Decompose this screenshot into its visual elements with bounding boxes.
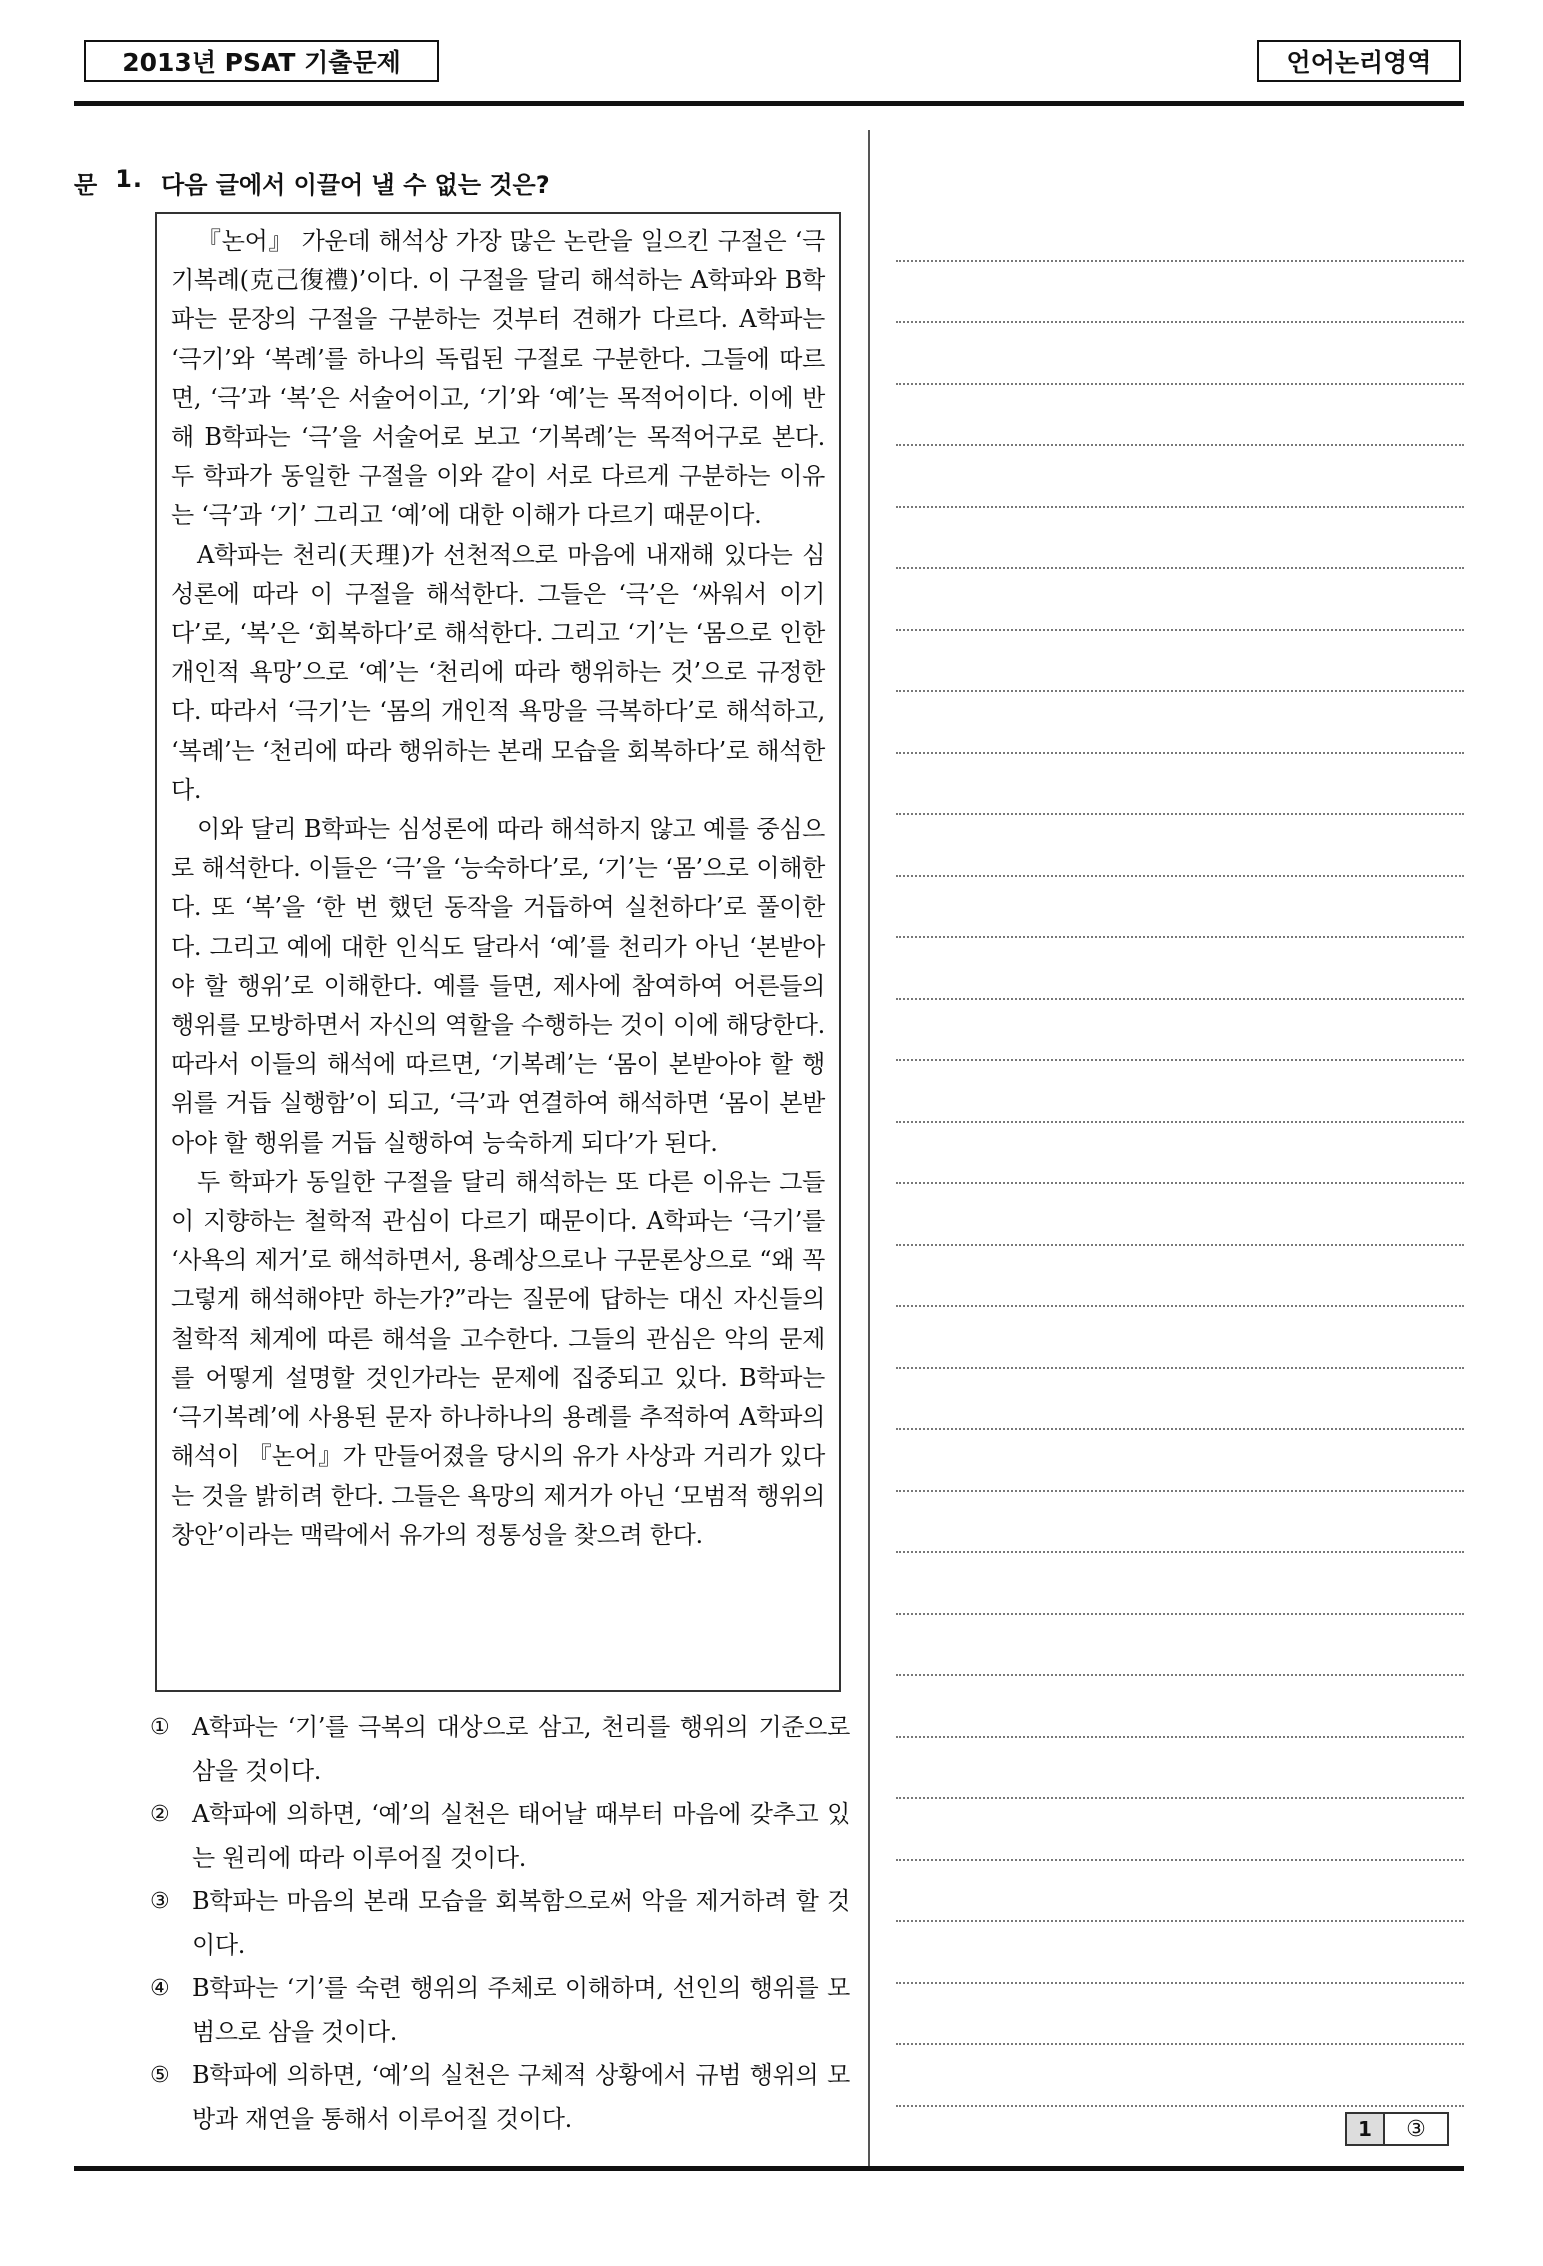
- passage-paragraph: 이와 달리 B학파는 심성론에 따라 해석하지 않고 예를 중심으로 해석한다. 이들은 ‘극’을 ‘능숙하다’로, ‘기’는 ‘몸’으로 이해한다. 또 ‘복’을 ‘한 번 했던 동작을 거듭하여 실천하다’로 풀이한다. 그리고 예에 대한 인식도 달라서 ‘예’를 천리가 아닌 ‘본받아야 할 행위’로 이해한다. 예를 들면, 제사에 참여하여 어른들의 행위를 모방하면서 자신의 역할을 수행하는 것이 이에 해당한다. 따라서 이들의 해석에 따르면, ‘기복례’는 ‘몸이 본받아야 할 행위를 거듭 실행함’이 되고, ‘극’과 연결하여 해석하면 ‘몸이 본받아야 할 행위를 거듭 실행하여 능숙하게 되다’가 된다.: [171, 815, 825, 1157]
- note-line: [896, 1430, 1464, 1492]
- choice-number: ④: [150, 1976, 170, 2001]
- note-line: [896, 1676, 1464, 1738]
- choice-text: B학파는 마음의 본래 모습을 회복함으로써 악을 제거하려 할 것이다.: [192, 1887, 850, 1959]
- passage-box: [155, 212, 841, 1692]
- question-prompt: 다음 글에서 이끌어 낼 수 없는 것은?: [161, 171, 550, 199]
- note-line: [896, 508, 1464, 570]
- choice-text: B학파에 의하면, ‘예’의 실천은 구체적 상황에서 규범 행위의 모방과 재연을 통해서 이루어질 것이다.: [192, 2061, 850, 2133]
- answer-key-box: [1345, 2112, 1449, 2146]
- note-line: [896, 1738, 1464, 1800]
- note-line: [896, 1861, 1464, 1923]
- passage-paragraph: A학파는 천리(天理)가 선천적으로 마음에 내재해 있다는 심성론에 따라 이 구절을 해석한다. 그들은 ‘극’은 ‘싸워서 이기다’로, ‘복’은 ‘회복하다’로 해석한다. 그리고 ‘기’는 ‘몸으로 인한 개인적 욕망’으로 ‘예’는 ‘천리에 따라 행위하는 것’으로 규정한다. 따라서 ‘극기’는 ‘몸의 개인적 욕망을 극복하다’로 해석하고, ‘복례’는 ‘천리에 따라 행위하는 본래 모습을 회복하다’로 해석한다.: [171, 540, 825, 804]
- note-line: [896, 1000, 1464, 1062]
- top-rule: [74, 101, 1464, 106]
- note-line: [896, 323, 1464, 385]
- header-section-title-text: 언어논리영역: [1286, 48, 1432, 77]
- header-exam-title: [84, 40, 439, 82]
- question-label: 문: [74, 171, 98, 199]
- choice-number: ②: [150, 1802, 170, 1827]
- question-number: 1.: [115, 165, 144, 193]
- choice-number: ①: [150, 1715, 170, 1740]
- note-line: [896, 1246, 1464, 1308]
- note-line: [896, 262, 1464, 324]
- note-line: [896, 2045, 1464, 2107]
- answer-question-number: 1: [1347, 2114, 1385, 2144]
- note-line: [896, 877, 1464, 939]
- choice-2[interactable]: [150, 1793, 850, 1880]
- choice-5[interactable]: [150, 2054, 850, 2141]
- note-lines: [896, 200, 1464, 2168]
- note-line: [896, 446, 1464, 508]
- answer-choices: [150, 1706, 850, 2141]
- passage-paragraph: 두 학파가 동일한 구절을 달리 해석하는 또 다른 이유는 그들이 지향하는 철학적 관심이 다르기 때문이다. A학파는 ‘극기’를 ‘사욕의 제거’로 해석하면서, 용례상으로나 구문론상으로 “왜 꼭 그렇게 해석해야만 하는가?”라는 질문에 답하는 대신 자신들의 철학적 체계에 따른 해석을 고수한다. 그들의 관심은 악의 문제를 어떻게 설명할 것인가라는 문제에 집중되고 있다. B학파는 ‘극기복례’에 사용된 문자 하나하나의 용례를 추적하여 A학파의 해석이 『논어』가 만들어졌을 당시의 유가 사상과 거리가 있다는 것을 밝히려 한다. 그들은 욕망의 제거가 아닌 ‘모범적 행위의 창안’이라는 맥락에서 유가의 정통성을 찾으려 한다.: [171, 1167, 825, 1549]
- note-line: [896, 385, 1464, 447]
- note-line: [896, 1061, 1464, 1123]
- note-line: [896, 1922, 1464, 1984]
- choice-text: B학파는 ‘기’를 숙련 행위의 주체로 이해하며, 선인의 행위를 모범으로 삼을 것이다.: [192, 1974, 850, 2046]
- note-line: [896, 200, 1464, 262]
- column-divider: [868, 130, 870, 2170]
- note-line: [896, 938, 1464, 1000]
- choice-number: ③: [150, 1889, 170, 1914]
- note-line: [896, 1307, 1464, 1369]
- choice-3[interactable]: [150, 1880, 850, 1967]
- bottom-rule: [74, 2166, 1464, 2171]
- header-section-title: [1257, 40, 1461, 82]
- question-heading: [74, 165, 550, 200]
- note-line: [896, 1984, 1464, 2046]
- note-line: [896, 631, 1464, 693]
- choice-text: A학파는 ‘기’를 극복의 대상으로 삼고, 천리를 행위의 기준으로 삼을 것이다.: [192, 1713, 850, 1785]
- note-line: [896, 1615, 1464, 1677]
- choice-number: ⑤: [150, 2063, 170, 2088]
- note-line: [896, 1369, 1464, 1431]
- note-line: [896, 1123, 1464, 1185]
- note-line: [896, 569, 1464, 631]
- answer-mark: ③: [1406, 2116, 1426, 2142]
- passage-paragraph: 『논어』 가운데 해석상 가장 많은 논란을 일으킨 구절은 ‘극기복례(克己復禮)’이다. 이 구절을 달리 해석하는 A학파와 B학파는 문장의 구절을 구분하는 것부터 견해가 다르다. A학파는 ‘극기’와 ‘복례’를 하나의 독립된 구절로 구분한다. 그들에 따르면, ‘극’과 ‘복’은 서술어이고, ‘기’와 ‘예’는 목적어이다. 이에 반해 B학파는 ‘극’을 서술어로 보고 ‘기복례’는 목적어구로 본다. 두 학파가 동일한 구절을 이와 같이 서로 다르게 구분하는 이유는 ‘극’과 ‘기’ 그리고 ‘예’에 대한 이해가 다르기 때문이다.: [171, 227, 825, 530]
- choice-1[interactable]: [150, 1706, 850, 1793]
- note-line: [896, 1492, 1464, 1554]
- choice-text: A학파에 의하면, ‘예’의 실천은 태어날 때부터 마음에 갖추고 있는 원리에 따라 이루어질 것이다.: [192, 1800, 850, 1872]
- note-line: [896, 1553, 1464, 1615]
- note-line: [896, 754, 1464, 816]
- note-line: [896, 692, 1464, 754]
- note-line: [896, 1799, 1464, 1861]
- note-line: [896, 815, 1464, 877]
- header-exam-title-text: 2013년 PSAT 기출문제: [122, 48, 401, 77]
- note-line: [896, 1184, 1464, 1246]
- choice-4[interactable]: [150, 1967, 850, 2054]
